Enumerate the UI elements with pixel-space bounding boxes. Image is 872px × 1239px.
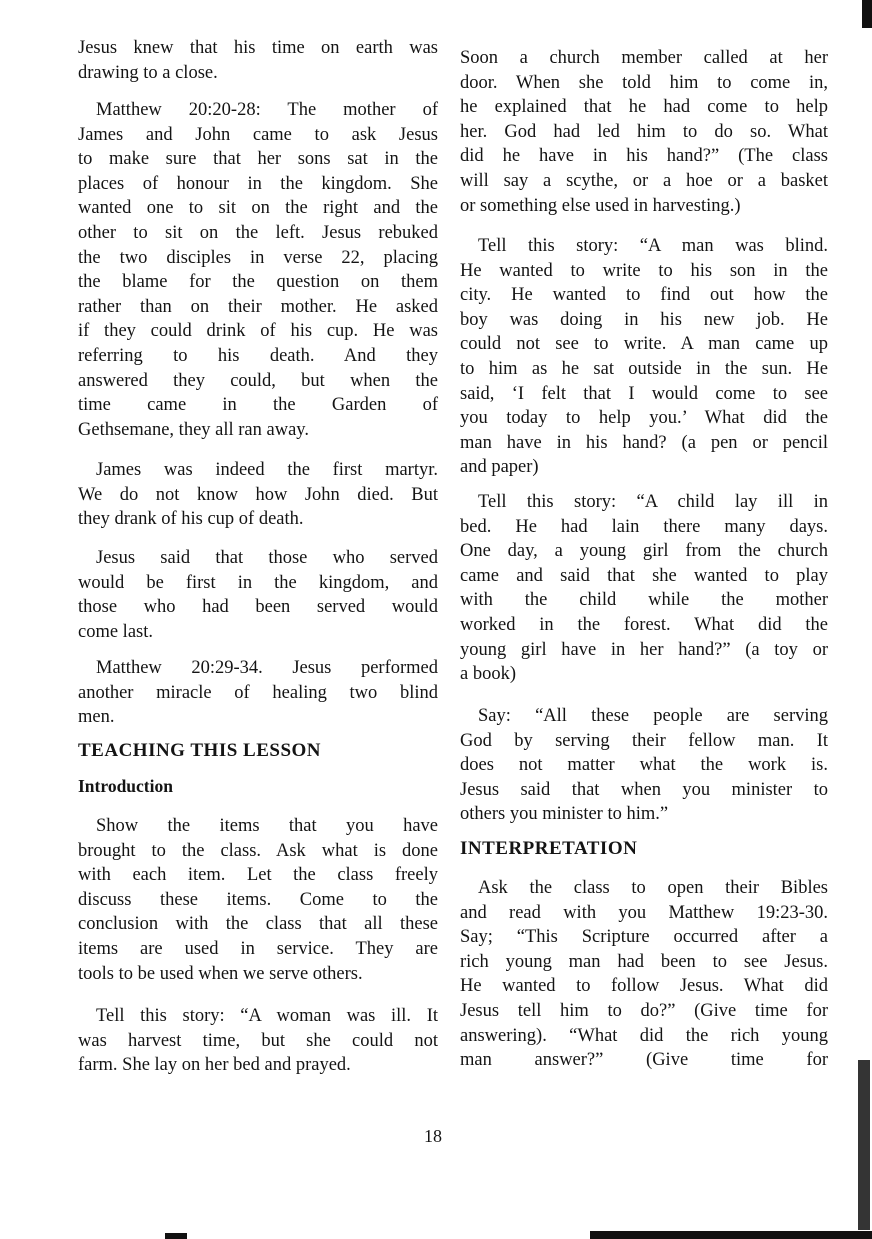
text-line: to him as he sat outside in the sun. He bbox=[460, 358, 828, 379]
scan-edge-mark bbox=[590, 1231, 872, 1239]
text-line: was harvest time, but she could not bbox=[78, 1030, 438, 1051]
text-line: answered they could, but when the bbox=[78, 370, 438, 391]
text-line: drawing to a close. bbox=[78, 62, 218, 83]
text-line: bed. He had lain there many days. bbox=[460, 516, 828, 537]
paragraph bbox=[460, 46, 828, 218]
paragraph bbox=[78, 656, 438, 730]
paragraph bbox=[460, 234, 828, 480]
text-line: young girl have in her hand?” (a toy or bbox=[460, 639, 828, 660]
text-line: answering). “What did the rich young bbox=[460, 1025, 828, 1046]
text-line: door. When she told him to come in, bbox=[460, 72, 828, 93]
page-number: 18 bbox=[424, 1126, 442, 1146]
text-line: men. bbox=[78, 707, 115, 728]
text-line: with the child while the mother bbox=[460, 590, 828, 611]
text-line: tools to be used when we serve others. bbox=[78, 963, 363, 984]
text-line: he explained that he had come to help bbox=[460, 97, 828, 118]
text-line: Gethsemane, they all ran away. bbox=[78, 419, 309, 440]
text-line: Say; “This Scripture occurred after a bbox=[460, 927, 828, 948]
section-heading: TEACHING THIS LESSON bbox=[78, 740, 322, 761]
text-line: time came in the Garden of bbox=[78, 395, 438, 416]
text-line: a book) bbox=[460, 664, 516, 685]
text-line: to make sure that her sons sat in the bbox=[78, 149, 438, 170]
text-line: you today to help you.’ What did the bbox=[460, 408, 828, 429]
text-line: worked in the forest. What did the bbox=[460, 614, 828, 635]
text-line: He wanted to write to his son in the bbox=[460, 260, 828, 281]
text-line: with each item. Let the class freely bbox=[78, 865, 438, 886]
text-line: does not matter what the work is. bbox=[460, 755, 828, 776]
text-line: Jesus knew that his time on earth was bbox=[78, 38, 438, 58]
text-line: rich young man had been to see Jesus. bbox=[460, 951, 828, 972]
text-line: He wanted to follow Jesus. What did bbox=[460, 976, 828, 997]
text-line: wanted one to sit on the right and the bbox=[78, 198, 438, 219]
text-line: God by serving their fellow man. It bbox=[460, 730, 828, 751]
text-line: conclusion with the class that all these bbox=[78, 914, 438, 935]
text-line: another miracle of healing two blind bbox=[78, 682, 438, 703]
text-line: Matthew 20:29-34. Jesus performed bbox=[96, 658, 438, 678]
text-line: did he have in his hand?” (The class bbox=[460, 146, 828, 167]
paragraph bbox=[78, 814, 438, 986]
text-line: Show the items that you have bbox=[96, 816, 438, 836]
paragraph bbox=[78, 98, 438, 442]
text-line: if they could drink of his cup. He was bbox=[78, 321, 438, 342]
paragraph bbox=[78, 546, 438, 644]
text-line: her. God had led him to do so. What bbox=[460, 121, 828, 142]
text-line: James was indeed the first martyr. bbox=[96, 460, 438, 480]
text-line: would be first in the kingdom, and bbox=[78, 572, 438, 593]
text-line: man answer?” (Give time for bbox=[460, 1050, 828, 1071]
paragraph bbox=[460, 876, 828, 1073]
scan-edge-mark bbox=[165, 1233, 187, 1239]
text-line: Jesus said that those who served bbox=[96, 548, 438, 568]
text-line: the two disciples in verse 22, placing bbox=[78, 247, 438, 268]
text-line: Jesus tell him to do?” (Give time for bbox=[460, 1000, 828, 1021]
paragraph bbox=[78, 458, 438, 532]
text-line: come last. bbox=[78, 621, 154, 642]
text-line: the blame for the question on them bbox=[78, 272, 438, 293]
text-line: items are used in service. They are bbox=[78, 938, 438, 959]
text-line: they drank of his cup of death. bbox=[78, 509, 304, 530]
scan-edge-mark bbox=[862, 0, 872, 28]
text-line: James and John came to ask Jesus bbox=[78, 124, 438, 145]
section-heading: INTERPRETATION bbox=[460, 838, 638, 859]
paragraph bbox=[460, 704, 828, 827]
section-subheading: Introduction bbox=[78, 776, 173, 796]
text-line: Tell this story: “A man was blind. bbox=[478, 236, 828, 256]
text-line: Tell this story: “A woman was ill. It bbox=[96, 1006, 438, 1026]
text-line: or something else used in harvesting.) bbox=[460, 195, 741, 216]
text-line: and paper) bbox=[460, 457, 539, 478]
text-line: referring to his death. And they bbox=[78, 345, 438, 366]
text-line: will say a scythe, or a hoe or a basket bbox=[460, 170, 828, 191]
scan-edge-mark bbox=[858, 1060, 870, 1230]
text-line: Soon a church member called at her bbox=[460, 48, 828, 68]
text-line: others you minister to him.” bbox=[460, 804, 669, 825]
text-line: We do not know how John died. But bbox=[78, 484, 438, 505]
text-line: Jesus said that when you minister to bbox=[460, 779, 828, 800]
text-line: boy was doing in his new job. He bbox=[460, 309, 828, 330]
text-line: other to sit on the left. Jesus rebuked bbox=[78, 222, 438, 243]
text-line: farm. She lay on her bed and prayed. bbox=[78, 1055, 351, 1076]
text-line: city. He wanted to find out how the bbox=[460, 285, 828, 306]
text-line: could not see to write. A man came up bbox=[460, 334, 828, 355]
text-line: Tell this story: “A child lay ill in bbox=[478, 492, 828, 512]
paragraph bbox=[78, 36, 438, 85]
paragraph bbox=[78, 1004, 438, 1078]
text-line: places of honour in the kingdom. She bbox=[78, 173, 438, 194]
text-line: discuss these items. Come to the bbox=[78, 889, 438, 910]
text-line: man have in his hand? (a pen or pencil bbox=[460, 432, 828, 453]
text-line: and read with you Matthew 19:23-30. bbox=[460, 902, 828, 923]
text-line: those who had been served would bbox=[78, 597, 438, 618]
paragraph bbox=[460, 490, 828, 687]
text-line: Ask the class to open their Bibles bbox=[478, 878, 828, 898]
text-line: One day, a young girl from the church bbox=[460, 541, 828, 562]
text-line: came and said that she wanted to play bbox=[460, 565, 828, 586]
text-line: rather than on their mother. He asked bbox=[78, 296, 438, 317]
text-line: brought to the class. Ask what is done bbox=[78, 840, 438, 861]
text-line: Matthew 20:20-28: The mother of bbox=[96, 100, 438, 120]
text-line: said, ‘I felt that I would come to see bbox=[460, 383, 828, 404]
text-line: Say: “All these people are serving bbox=[478, 706, 828, 726]
